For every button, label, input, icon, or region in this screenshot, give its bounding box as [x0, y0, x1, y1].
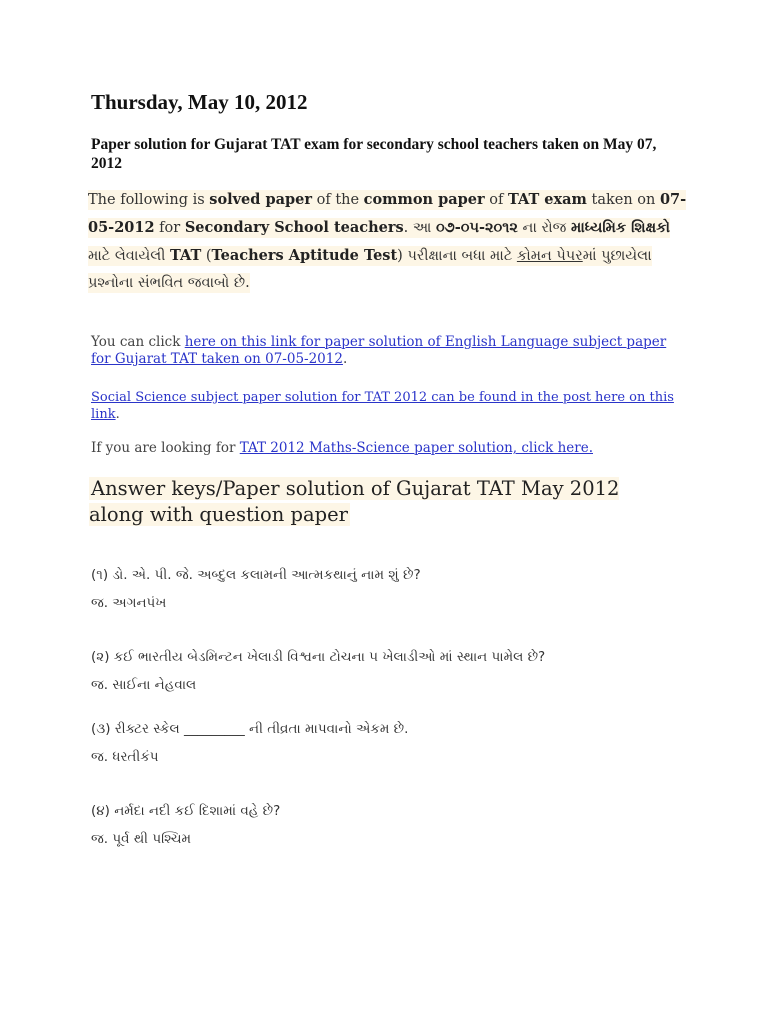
intro-text: The following is: [88, 192, 210, 208]
social-science-link[interactable]: Social Science subject paper solution for TAT 2012 can be found in the post here on this link: [91, 390, 674, 422]
maths-prefix: If you are looking for: [91, 440, 240, 456]
post-title: Paper solution for Gujarat TAT exam for secondary school teachers taken on May 07, 2012: [91, 136, 657, 172]
intro-text: ) પરીક્ષાના બધા માટે: [397, 248, 517, 264]
common-paper-link[interactable]: કોમન પેપર: [516, 248, 583, 264]
english-prefix: You can click: [91, 334, 185, 350]
intro-text: of: [484, 192, 508, 208]
intro-bold: TAT exam: [507, 191, 587, 208]
answers-heading: [89, 476, 649, 528]
intro-bold: common paper: [363, 191, 485, 208]
intro-text: . આ: [403, 220, 436, 236]
intro-text: for: [154, 220, 185, 236]
answer: જ. સાઈના નેહવાલ: [91, 677, 197, 693]
answers-heading-text: Answer keys/Paper solution of Gujarat TAT May 2012 along with question paper: [89, 477, 620, 526]
intro-highlight: [88, 190, 686, 293]
intro-bold: 07-05-2012: [88, 191, 687, 236]
question: (૧) ડો. એ. પી. જે. અબ્દુલ કલામની આત્મકથાનું નામ શું છે?: [91, 567, 421, 583]
intro-bold: Teachers Aptitude Test: [211, 247, 398, 264]
social-science-line: [91, 389, 681, 423]
intro-text: ના રોજ: [517, 220, 571, 236]
intro-bold: solved paper: [209, 191, 312, 208]
answer: જ. ધરતીકંપ: [91, 749, 159, 765]
answer: જ. પૂર્વ થી પશ્ચિમ: [91, 831, 192, 847]
intro-paragraph: [88, 186, 688, 297]
qa-item: [91, 797, 691, 853]
post-date: Thursday, May 10, 2012: [91, 90, 308, 114]
intro-bold: TAT: [169, 247, 202, 264]
english-paper-line: [91, 334, 681, 368]
qa-item: [91, 715, 691, 771]
qa-item: [91, 561, 691, 617]
english-paper-link[interactable]: here on this link for paper solution of English Language subject paper for Gujarat TAT taken on 07-05-2012: [91, 334, 667, 367]
question: (૩) રીક્ટર સ્કેલ _________ ની તીવ્રતા માપવાનો એકમ છે.: [91, 721, 409, 737]
question: (૨) કઈ ભારતીય બેડમિન્ટન ખેલાડી વિશ્વના ટોચના ૫ ખેલાડીઓ માં સ્થાન પામેલ છે?: [91, 649, 546, 665]
maths-science-line: [91, 440, 681, 457]
qa-item: [91, 643, 691, 699]
intro-text: taken on: [586, 192, 660, 208]
intro-bold: માધ્યમિક શિક્ષકો: [570, 219, 671, 236]
maths-science-link[interactable]: TAT 2012 Maths-Science paper solution, click here.: [239, 440, 593, 456]
intro-text: of the: [312, 192, 364, 208]
social-suffix: .: [115, 407, 120, 422]
intro-bold: Secondary School teachers: [184, 219, 404, 236]
intro-text: (: [201, 248, 212, 264]
question: (૪) નર્મદા નદી કઈ દિશામાં વહે છે?: [91, 803, 281, 819]
intro-bold: ૦૭-૦૫-૨૦૧૨: [435, 219, 518, 236]
answer: જ. અગનપંખ: [91, 595, 167, 611]
intro-text: માં પુછાયેલા પ્રશ્નોના સંભવિત જવાબો છે.: [88, 248, 652, 291]
intro-text: માટે લેવાયેલી: [88, 248, 170, 264]
english-suffix: .: [342, 351, 348, 367]
